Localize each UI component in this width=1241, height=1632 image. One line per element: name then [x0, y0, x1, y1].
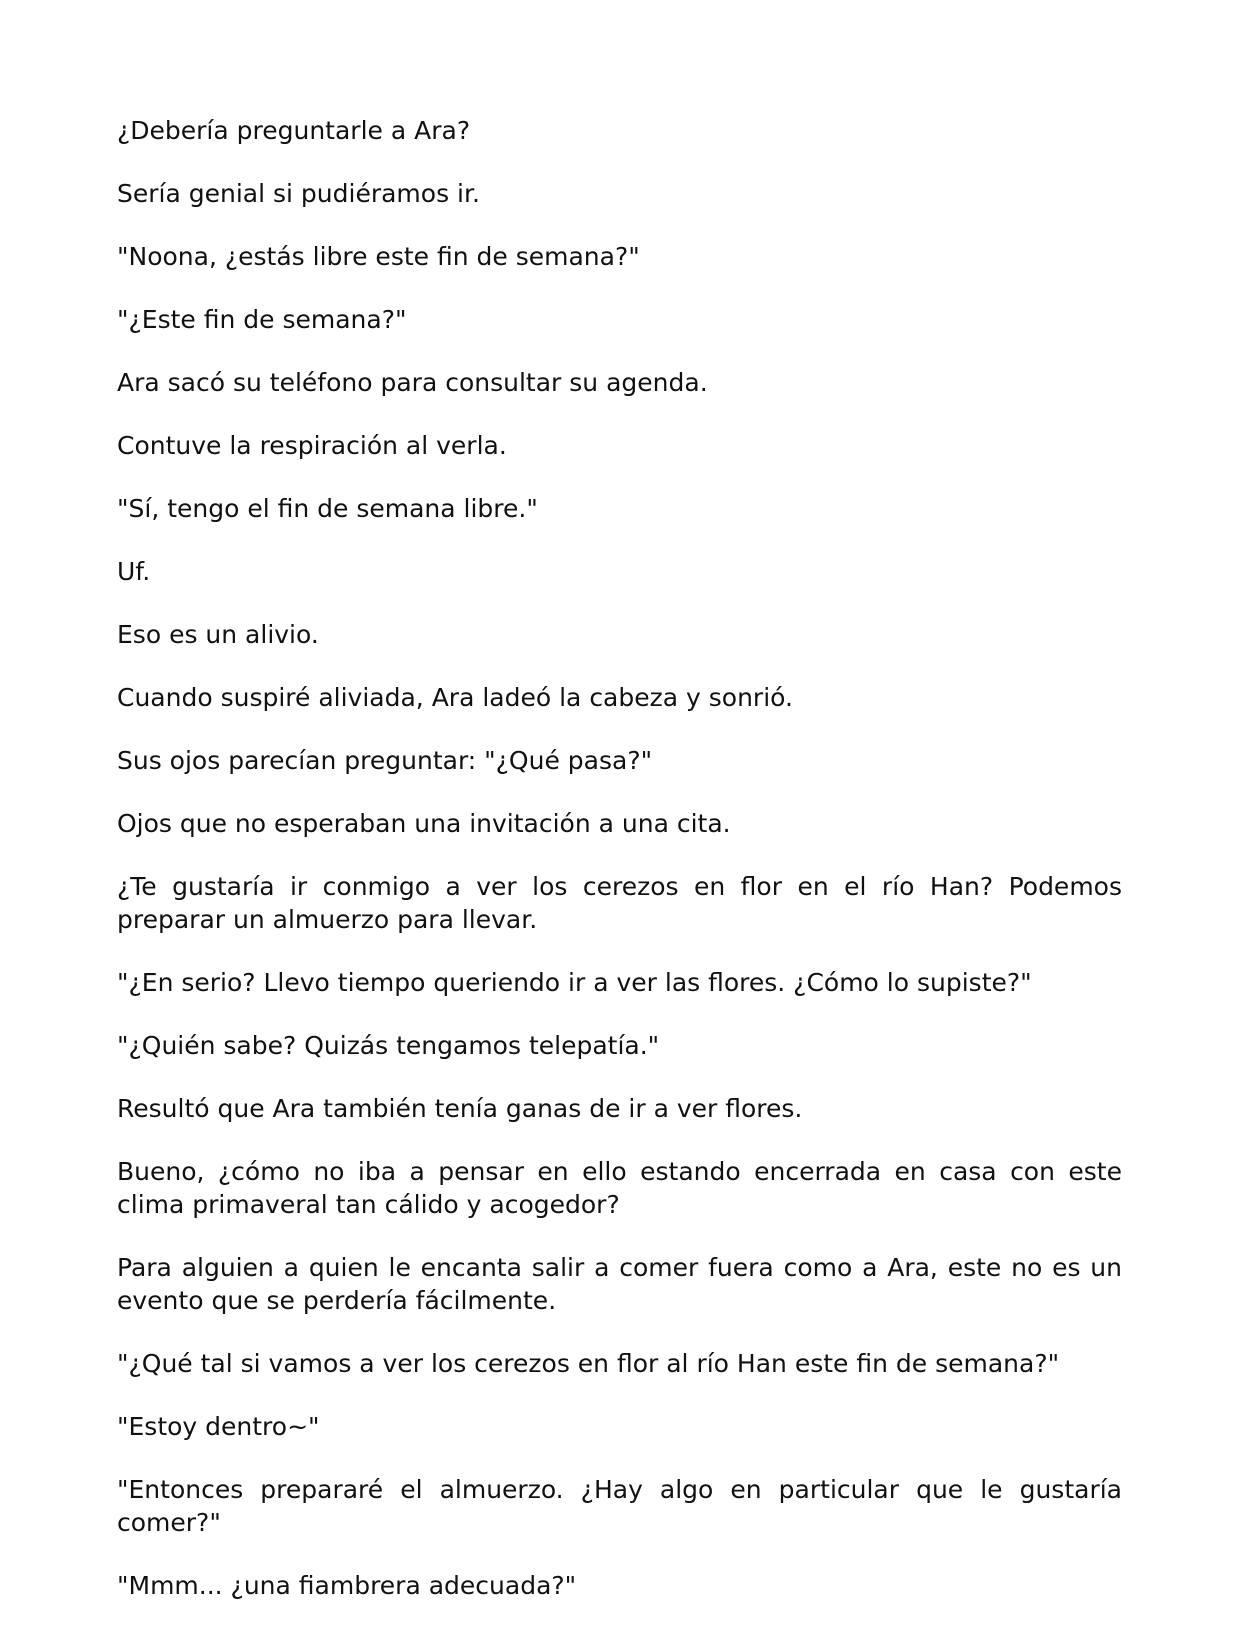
- paragraph: ¿Te gustaría ir conmigo a ver los cerezos en flor en el río Han? Podemos preparar un almuerzo para llevar.: [117, 872, 1122, 934]
- paragraph: "¿En serio? Llevo tiempo queriendo ir a ver las flores. ¿Cómo lo supiste?": [117, 968, 1032, 997]
- paragraph: Uf.: [117, 557, 151, 586]
- paragraph: "¿Quién sabe? Quizás tengamos telepatía.": [117, 1031, 660, 1060]
- paragraph: "Entonces prepararé el almuerzo. ¿Hay algo en particular que le gustaría comer?": [117, 1475, 1122, 1537]
- paragraph: "Noona, ¿estás libre este fin de semana?": [117, 242, 640, 271]
- paragraph: Ara sacó su teléfono para consultar su agenda.: [117, 368, 708, 397]
- paragraph: Resultó que Ara también tenía ganas de ir a ver flores.: [117, 1094, 803, 1123]
- paragraph: "Sí, tengo el fin de semana libre.": [117, 494, 538, 523]
- paragraph: Eso es un alivio.: [117, 620, 319, 649]
- paragraph: "¿Este fin de semana?": [117, 305, 407, 334]
- paragraph: Sus ojos parecían preguntar: "¿Qué pasa?": [117, 746, 653, 775]
- paragraph: Bueno, ¿cómo no iba a pensar en ello estando encerrada en casa con este clima primaveral tan cálido y acogedor?: [117, 1157, 1122, 1219]
- paragraph: "Estoy dentro~": [117, 1412, 320, 1441]
- paragraph: Cuando suspiré aliviada, Ara ladeó la cabeza y sonrió.: [117, 683, 793, 712]
- paragraph: Ojos que no esperaban una invitación a una cita.: [117, 809, 731, 838]
- paragraph: Sería genial si pudiéramos ir.: [117, 179, 480, 208]
- paragraph: Contuve la respiración al verla.: [117, 431, 507, 460]
- document-body: [117, 114, 1122, 1632]
- paragraph: "Mmm... ¿una fiambrera adecuada?": [117, 1571, 577, 1600]
- paragraph: Para alguien a quien le encanta salir a comer fuera como a Ara, este no es un evento que se perdería fácilmente.: [117, 1253, 1122, 1315]
- paragraph: ¿Debería preguntarle a Ara?: [117, 116, 471, 145]
- paragraph: "¿Qué tal si vamos a ver los cerezos en flor al río Han este fin de semana?": [117, 1349, 1060, 1378]
